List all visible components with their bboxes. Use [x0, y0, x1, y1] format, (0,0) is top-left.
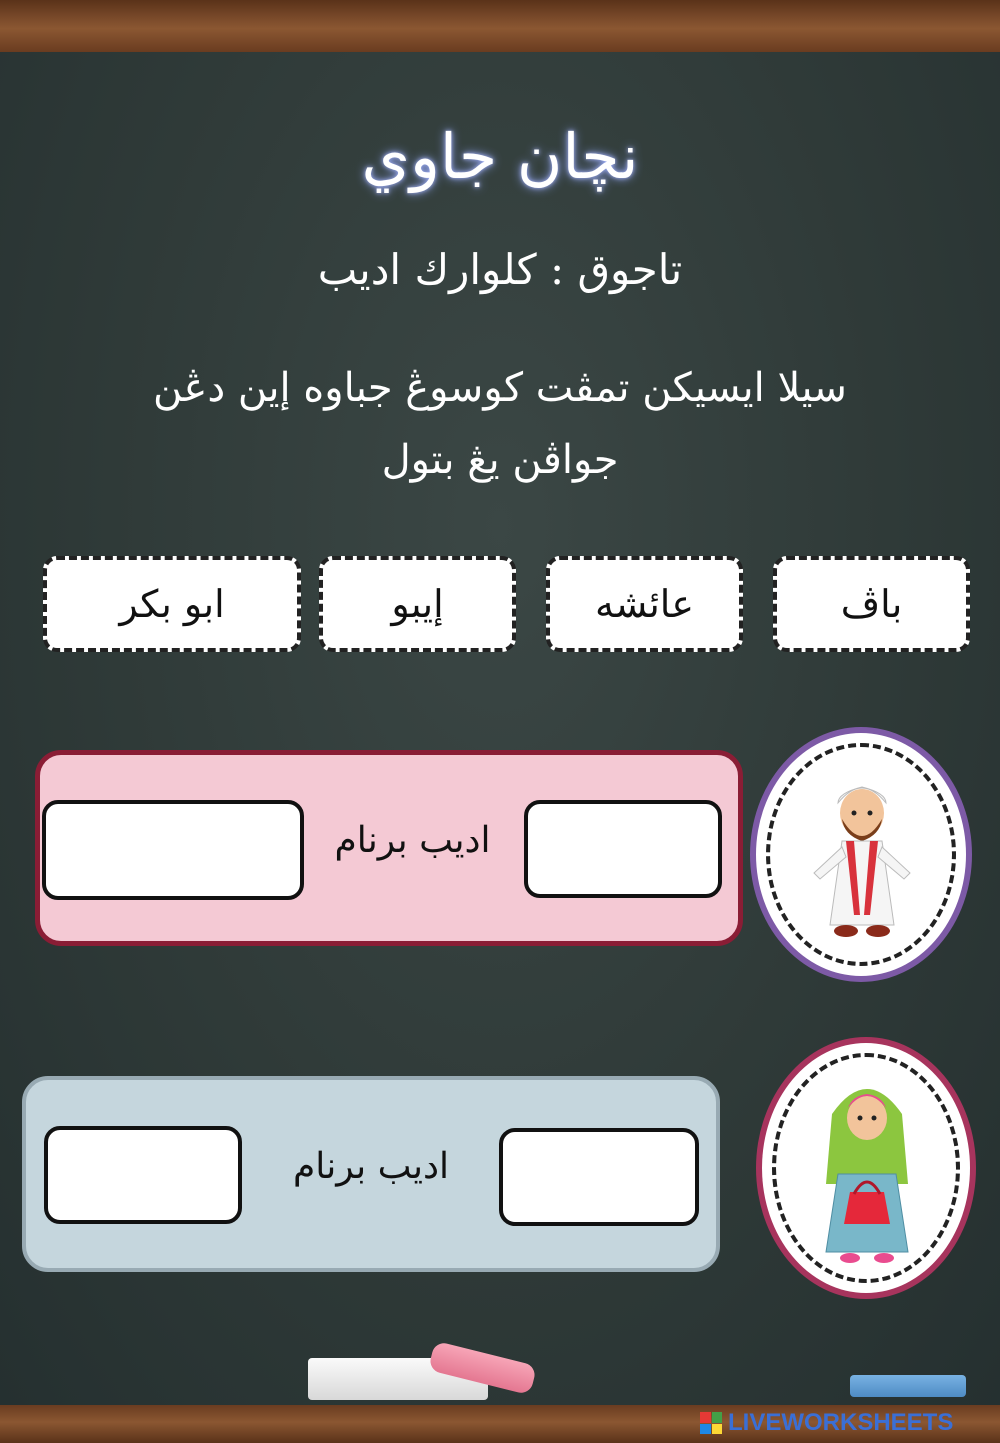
- boy-avatar-icon: [802, 775, 922, 945]
- boy-avatar-frame: [750, 727, 972, 982]
- girl-avatar-frame: [756, 1037, 976, 1299]
- word-card-bapa[interactable]: باڤ: [773, 556, 970, 652]
- word-card-aisyah[interactable]: عائشه: [546, 556, 743, 652]
- word-card-ibu[interactable]: إيبو: [319, 556, 516, 652]
- instruction-text: [30, 352, 970, 496]
- drop-box-boy-1[interactable]: [524, 800, 722, 898]
- page-subtitle: تاجوق : كلوارك اديب: [317, 245, 683, 294]
- watermark-text: LIVEWORKSHEETS: [728, 1409, 954, 1436]
- watermark: [700, 1409, 995, 1437]
- board-eraser: [850, 1375, 966, 1397]
- word-card-abu-bakar[interactable]: ابو بكر: [43, 556, 301, 652]
- liveworksheets-logo-icon: [700, 1412, 722, 1434]
- page-title: نچان جاوي: [361, 120, 639, 193]
- instruction-line-2: جواڤن يڠ بتول: [381, 437, 619, 483]
- instruction-line-1: سيلا ايسيكن تمڤت كوسوڠ جباوه إين دڠن: [153, 365, 847, 411]
- girl-avatar-icon: [812, 1069, 922, 1269]
- drop-box-girl-2[interactable]: [44, 1126, 242, 1224]
- drop-box-girl-1[interactable]: [499, 1128, 699, 1226]
- panel-girl-label: اديب برنام: [292, 1146, 449, 1187]
- chalkboard-frame-top: [0, 0, 1000, 52]
- panel-boy-label: اديب برنام: [334, 820, 491, 861]
- drop-box-boy-2[interactable]: [42, 800, 304, 900]
